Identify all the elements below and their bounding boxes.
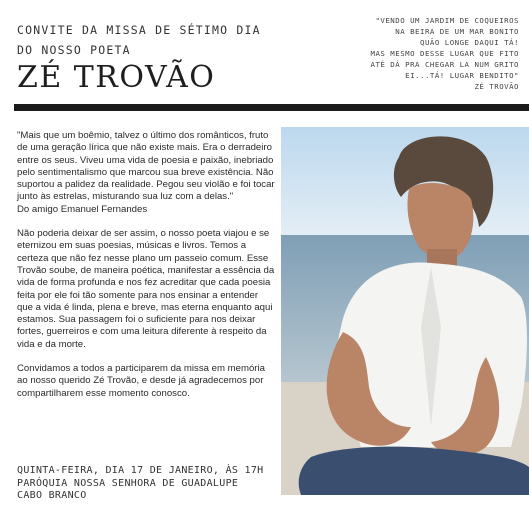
poem-line: NA BEIRA DE UM MAR BONITO bbox=[395, 27, 519, 36]
event-neighborhood: CABO BRANCO bbox=[17, 490, 87, 501]
poet-photo bbox=[281, 127, 529, 495]
header-divider bbox=[14, 104, 529, 111]
poem-line: QUÃO LONGE DAQUI TÁ! bbox=[420, 38, 519, 47]
poem-line: ATÉ DÁ PRA CHEGAR LA NUM GRITO bbox=[370, 60, 519, 69]
poem-line: "VENDO UM JARDIM DE COQUEIROS bbox=[375, 16, 519, 25]
event-details bbox=[17, 465, 264, 503]
poem-author: ZÉ TROVÃO bbox=[474, 82, 519, 91]
header bbox=[0, 0, 529, 108]
invite-heading bbox=[17, 20, 317, 60]
tribute-signature: Do amigo Emanuel Fernandes bbox=[17, 203, 148, 215]
tribute-quote: "Mais que um boêmio, talvez o último dos românticos, fruto de uma geração lírica que não existe mais. Era o derradeiro entre os seus. Viveu uma vida de poesia e paixão, inebriado pelo sentimentalismo que marcou sua breve existência. Não suportou a palidez da realidade. Pegou seu violão e foi tocar junto às estrelas, misturando sua luz com a delas." bbox=[17, 130, 275, 203]
invite-line-1: CONVITE DA MISSA DE SÉTIMO DIA bbox=[17, 23, 261, 37]
poem-line: EI...TÁ! LUGAR BENDITO" bbox=[405, 71, 519, 80]
farewell-paragraph: Não poderia deixar de ser assim, o nosso poeta viajou e se eternizou em suas poesias, músicas e livros. Temos a certeza que não fez nesse plano um passeio comum. Esse Trovão soube, de maneira poética, manifestar a essência da vida de forma profunda e nos fez acreditar que cada poesia feita por ele foi tão somente para nos ensinar a entender que a vida é linda, plena e breve, mas eterna enquanto aqui estamos. Sua passagem foi o suficiente para nos deixar fortes, guerreiros e com uma leitura diferente à respeito da vida e da morte. bbox=[17, 228, 275, 350]
invite-line-2: DO NOSSO POETA bbox=[17, 43, 131, 57]
invitation-paragraph: Convidamos a todos a participarem da missa em memória ao nosso querido Zé Trovão, e desde já agradecemos por compartilharem esse momento conosco. bbox=[17, 363, 265, 399]
poet-photo-illustration bbox=[281, 127, 529, 495]
poem-line: MAS MESMO DESSE LUGAR QUE FITO bbox=[370, 49, 519, 58]
event-location: PARÓQUIA NOSSA SENHORA DE GUADALUPE bbox=[17, 477, 239, 489]
poet-name: ZÉ TROVÃO bbox=[17, 60, 216, 95]
body-text bbox=[17, 130, 275, 412]
event-date-time: QUINTA-FEIRA, DIA 17 DE JANEIRO, ÀS 17H bbox=[17, 465, 264, 476]
poem-quote bbox=[349, 15, 519, 92]
